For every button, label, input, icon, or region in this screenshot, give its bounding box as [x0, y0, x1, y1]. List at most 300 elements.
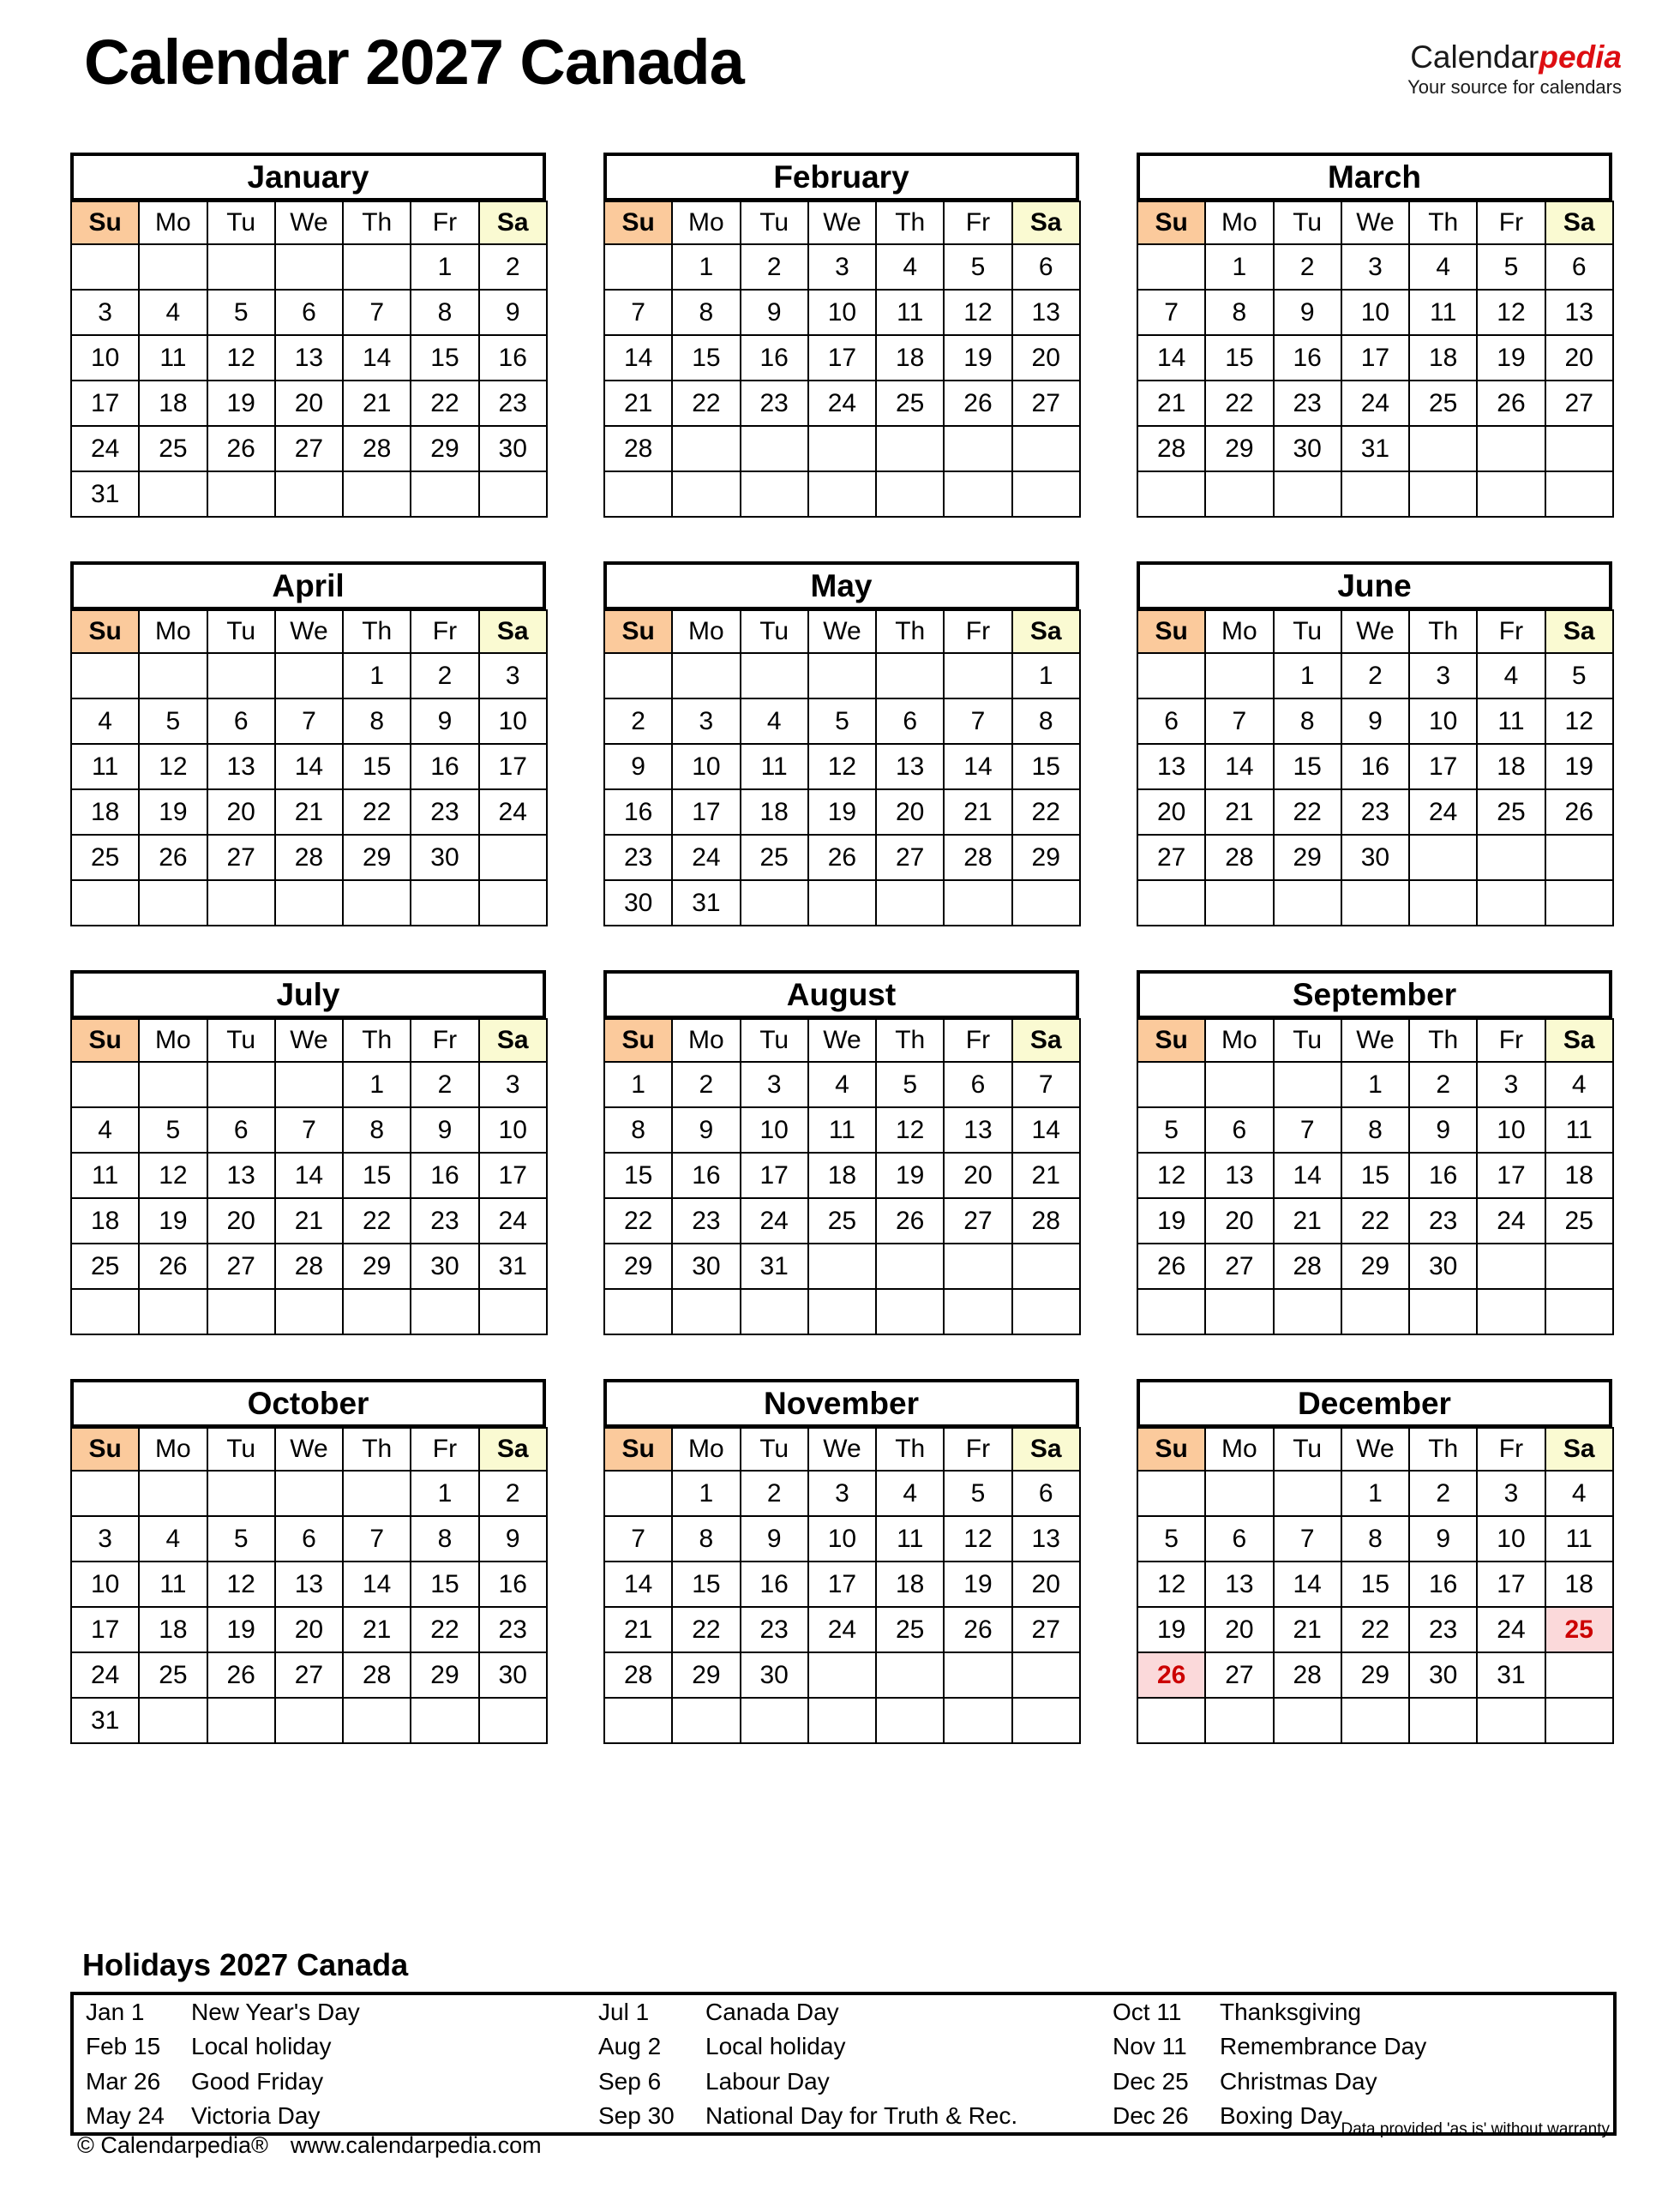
day-cell[interactable]: 7 [1137, 290, 1205, 335]
day-cell[interactable]: 11 [808, 1107, 876, 1153]
day-cell[interactable]: 20 [275, 1607, 343, 1652]
day-cell[interactable]: 25 [71, 1244, 139, 1289]
day-cell[interactable]: 12 [139, 744, 207, 789]
day-cell[interactable]: 18 [139, 381, 207, 426]
day-cell[interactable]: 4 [1545, 1062, 1613, 1107]
day-cell[interactable]: 21 [343, 1607, 411, 1652]
day-cell[interactable]: 6 [1545, 244, 1613, 290]
day-cell[interactable]: 17 [71, 381, 139, 426]
day-cell[interactable]: 2 [1409, 1062, 1477, 1107]
day-cell[interactable]: 24 [71, 426, 139, 471]
day-cell[interactable]: 13 [1205, 1153, 1273, 1198]
day-cell[interactable]: 17 [741, 1153, 808, 1198]
day-cell[interactable]: 4 [1409, 244, 1477, 290]
day-cell[interactable]: 12 [1545, 698, 1613, 744]
day-cell[interactable]: 8 [1205, 290, 1273, 335]
day-cell[interactable]: 6 [275, 1516, 343, 1562]
day-cell[interactable]: 22 [1012, 789, 1080, 835]
day-cell[interactable]: 28 [604, 426, 672, 471]
day-cell[interactable]: 11 [71, 744, 139, 789]
day-cell[interactable]: 2 [672, 1062, 740, 1107]
day-cell[interactable]: 25 [808, 1198, 876, 1244]
day-cell[interactable]: 29 [1012, 835, 1080, 880]
day-cell[interactable]: 23 [1409, 1607, 1477, 1652]
day-cell[interactable]: 6 [1137, 698, 1205, 744]
day-cell[interactable]: 9 [411, 698, 478, 744]
day-cell[interactable]: 1 [1341, 1471, 1409, 1516]
day-cell[interactable]: 7 [1274, 1107, 1341, 1153]
day-cell[interactable]: 11 [741, 744, 808, 789]
day-cell[interactable]: 29 [1341, 1244, 1409, 1289]
day-cell[interactable]: 3 [1409, 653, 1477, 698]
day-cell[interactable]: 18 [876, 1562, 944, 1607]
day-cell[interactable]: 1 [672, 1471, 740, 1516]
day-cell[interactable]: 15 [604, 1153, 672, 1198]
day-cell[interactable]: 10 [1477, 1516, 1545, 1562]
day-cell[interactable]: 29 [604, 1244, 672, 1289]
day-cell[interactable]: 17 [808, 335, 876, 381]
day-cell[interactable]: 20 [207, 789, 275, 835]
day-cell[interactable]: 31 [741, 1244, 808, 1289]
day-cell[interactable]: 30 [411, 835, 478, 880]
day-cell[interactable]: 3 [479, 1062, 547, 1107]
day-cell[interactable]: 27 [1012, 1607, 1080, 1652]
day-cell[interactable]: 5 [207, 290, 275, 335]
day-cell[interactable]: 10 [672, 744, 740, 789]
day-cell[interactable]: 14 [343, 1562, 411, 1607]
day-cell[interactable]: 18 [1409, 335, 1477, 381]
day-cell[interactable]: 27 [1545, 381, 1613, 426]
day-cell[interactable]: 6 [1012, 244, 1080, 290]
day-cell[interactable]: 17 [71, 1607, 139, 1652]
day-cell[interactable]: 28 [1205, 835, 1273, 880]
day-cell[interactable]: 3 [741, 1062, 808, 1107]
day-cell[interactable]: 4 [741, 698, 808, 744]
day-cell[interactable]: 5 [139, 1107, 207, 1153]
day-cell[interactable]: 16 [1409, 1153, 1477, 1198]
day-cell[interactable]: 2 [479, 1471, 547, 1516]
day-cell[interactable]: 14 [1012, 1107, 1080, 1153]
day-cell[interactable]: 13 [1205, 1562, 1273, 1607]
day-cell[interactable]: 14 [1137, 335, 1205, 381]
day-cell[interactable]: 16 [411, 744, 478, 789]
day-cell[interactable]: 20 [275, 381, 343, 426]
day-cell[interactable]: 25 [1545, 1198, 1613, 1244]
day-cell[interactable]: 23 [1409, 1198, 1477, 1244]
day-cell[interactable]: 2 [479, 244, 547, 290]
day-cell[interactable]: 17 [1341, 335, 1409, 381]
day-cell[interactable]: 17 [479, 1153, 547, 1198]
day-cell[interactable]: 17 [1477, 1153, 1545, 1198]
day-cell[interactable]: 7 [604, 1516, 672, 1562]
day-cell[interactable]: 23 [604, 835, 672, 880]
day-cell[interactable]: 29 [1341, 1652, 1409, 1698]
day-cell[interactable]: 9 [1274, 290, 1341, 335]
day-cell[interactable]: 15 [343, 744, 411, 789]
day-cell[interactable]: 10 [1409, 698, 1477, 744]
day-cell[interactable]: 1 [604, 1062, 672, 1107]
day-cell[interactable]: 9 [479, 290, 547, 335]
day-cell[interactable]: 17 [672, 789, 740, 835]
day-cell[interactable]: 23 [411, 789, 478, 835]
day-cell[interactable]: 14 [944, 744, 1011, 789]
day-cell[interactable]: 24 [1409, 789, 1477, 835]
day-cell[interactable]: 8 [411, 290, 478, 335]
day-cell[interactable]: 6 [1205, 1107, 1273, 1153]
day-cell[interactable]: 4 [139, 290, 207, 335]
day-cell[interactable]: 16 [1409, 1562, 1477, 1607]
day-cell[interactable]: 7 [275, 698, 343, 744]
day-cell[interactable]: 25 [876, 1607, 944, 1652]
day-cell[interactable]: 3 [672, 698, 740, 744]
day-cell[interactable]: 23 [741, 381, 808, 426]
day-cell[interactable]: 6 [944, 1062, 1011, 1107]
day-cell[interactable]: 10 [71, 335, 139, 381]
day-cell[interactable]: 21 [604, 1607, 672, 1652]
day-cell[interactable]: 13 [1137, 744, 1205, 789]
day-cell[interactable]: 15 [1012, 744, 1080, 789]
day-cell[interactable]: 25 [1477, 789, 1545, 835]
day-cell[interactable]: 4 [71, 698, 139, 744]
day-cell[interactable]: 27 [1012, 381, 1080, 426]
day-cell[interactable]: 1 [411, 1471, 478, 1516]
day-cell[interactable]: 28 [275, 835, 343, 880]
day-cell[interactable]: 6 [1205, 1516, 1273, 1562]
day-cell[interactable]: 9 [672, 1107, 740, 1153]
day-cell[interactable]: 6 [1012, 1471, 1080, 1516]
day-cell[interactable]: 8 [1341, 1107, 1409, 1153]
day-cell[interactable]: 16 [741, 335, 808, 381]
day-cell[interactable]: 12 [1137, 1153, 1205, 1198]
day-cell[interactable]: 19 [808, 789, 876, 835]
day-cell[interactable]: 9 [479, 1516, 547, 1562]
day-cell[interactable]: 11 [876, 290, 944, 335]
day-cell[interactable]: 28 [275, 1244, 343, 1289]
day-cell[interactable]: 24 [741, 1198, 808, 1244]
day-cell[interactable]: 4 [71, 1107, 139, 1153]
day-cell[interactable]: 18 [71, 789, 139, 835]
day-cell[interactable]: 27 [876, 835, 944, 880]
day-cell[interactable]: 11 [1545, 1107, 1613, 1153]
day-cell[interactable]: 3 [479, 653, 547, 698]
day-cell[interactable]: 13 [1012, 290, 1080, 335]
day-cell[interactable]: 20 [1205, 1198, 1273, 1244]
day-cell[interactable]: 31 [71, 1698, 139, 1743]
day-cell[interactable]: 29 [411, 1652, 478, 1698]
day-cell[interactable]: 27 [1205, 1652, 1273, 1698]
day-cell[interactable]: 10 [808, 290, 876, 335]
day-cell[interactable]: 25 [1545, 1607, 1613, 1652]
day-cell[interactable]: 24 [808, 1607, 876, 1652]
day-cell[interactable]: 4 [808, 1062, 876, 1107]
day-cell[interactable]: 19 [1545, 744, 1613, 789]
day-cell[interactable]: 26 [139, 1244, 207, 1289]
day-cell[interactable]: 26 [1545, 789, 1613, 835]
day-cell[interactable]: 9 [604, 744, 672, 789]
day-cell[interactable]: 29 [1274, 835, 1341, 880]
day-cell[interactable]: 1 [343, 653, 411, 698]
day-cell[interactable]: 20 [944, 1153, 1011, 1198]
day-cell[interactable]: 1 [672, 244, 740, 290]
day-cell[interactable]: 31 [71, 471, 139, 517]
day-cell[interactable]: 2 [411, 653, 478, 698]
day-cell[interactable]: 17 [479, 744, 547, 789]
day-cell[interactable]: 27 [275, 1652, 343, 1698]
day-cell[interactable]: 30 [479, 426, 547, 471]
day-cell[interactable]: 14 [275, 1153, 343, 1198]
day-cell[interactable]: 30 [741, 1652, 808, 1698]
day-cell[interactable]: 27 [207, 1244, 275, 1289]
day-cell[interactable]: 13 [1545, 290, 1613, 335]
day-cell[interactable]: 22 [411, 1607, 478, 1652]
day-cell[interactable]: 4 [1545, 1471, 1613, 1516]
day-cell[interactable]: 29 [672, 1652, 740, 1698]
day-cell[interactable]: 28 [604, 1652, 672, 1698]
day-cell[interactable]: 5 [876, 1062, 944, 1107]
day-cell[interactable]: 18 [71, 1198, 139, 1244]
day-cell[interactable]: 2 [604, 698, 672, 744]
day-cell[interactable]: 24 [479, 789, 547, 835]
day-cell[interactable]: 28 [944, 835, 1011, 880]
day-cell[interactable]: 13 [275, 335, 343, 381]
day-cell[interactable]: 5 [944, 1471, 1011, 1516]
day-cell[interactable]: 3 [808, 244, 876, 290]
day-cell[interactable]: 9 [741, 290, 808, 335]
day-cell[interactable]: 16 [741, 1562, 808, 1607]
day-cell[interactable]: 19 [139, 789, 207, 835]
day-cell[interactable]: 5 [808, 698, 876, 744]
day-cell[interactable]: 13 [876, 744, 944, 789]
day-cell[interactable]: 15 [1341, 1562, 1409, 1607]
day-cell[interactable]: 2 [411, 1062, 478, 1107]
day-cell[interactable]: 11 [1477, 698, 1545, 744]
day-cell[interactable]: 22 [672, 381, 740, 426]
day-cell[interactable]: 24 [479, 1198, 547, 1244]
day-cell[interactable]: 14 [1205, 744, 1273, 789]
day-cell[interactable]: 9 [1409, 1107, 1477, 1153]
day-cell[interactable]: 8 [343, 698, 411, 744]
day-cell[interactable]: 19 [207, 1607, 275, 1652]
day-cell[interactable]: 19 [1137, 1607, 1205, 1652]
day-cell[interactable]: 10 [1341, 290, 1409, 335]
day-cell[interactable]: 4 [876, 244, 944, 290]
day-cell[interactable]: 26 [207, 426, 275, 471]
day-cell[interactable]: 24 [71, 1652, 139, 1698]
day-cell[interactable]: 21 [944, 789, 1011, 835]
day-cell[interactable]: 12 [207, 335, 275, 381]
day-cell[interactable]: 13 [275, 1562, 343, 1607]
day-cell[interactable]: 2 [1341, 653, 1409, 698]
day-cell[interactable]: 6 [876, 698, 944, 744]
day-cell[interactable]: 2 [1409, 1471, 1477, 1516]
day-cell[interactable]: 11 [1409, 290, 1477, 335]
day-cell[interactable]: 19 [944, 1562, 1011, 1607]
day-cell[interactable]: 8 [1274, 698, 1341, 744]
day-cell[interactable]: 27 [1137, 835, 1205, 880]
day-cell[interactable]: 22 [343, 789, 411, 835]
day-cell[interactable]: 7 [1274, 1516, 1341, 1562]
day-cell[interactable]: 14 [1274, 1153, 1341, 1198]
day-cell[interactable]: 14 [275, 744, 343, 789]
day-cell[interactable]: 5 [1137, 1516, 1205, 1562]
day-cell[interactable]: 4 [139, 1516, 207, 1562]
day-cell[interactable]: 4 [1477, 653, 1545, 698]
day-cell[interactable]: 8 [411, 1516, 478, 1562]
day-cell[interactable]: 12 [139, 1153, 207, 1198]
day-cell[interactable]: 25 [1409, 381, 1477, 426]
day-cell[interactable]: 12 [944, 1516, 1011, 1562]
day-cell[interactable]: 14 [343, 335, 411, 381]
day-cell[interactable]: 21 [343, 381, 411, 426]
day-cell[interactable]: 28 [1274, 1652, 1341, 1698]
day-cell[interactable]: 15 [672, 335, 740, 381]
day-cell[interactable]: 20 [876, 789, 944, 835]
day-cell[interactable]: 1 [1205, 244, 1273, 290]
day-cell[interactable]: 24 [808, 381, 876, 426]
day-cell[interactable]: 8 [343, 1107, 411, 1153]
day-cell[interactable]: 12 [876, 1107, 944, 1153]
day-cell[interactable]: 26 [1137, 1244, 1205, 1289]
day-cell[interactable]: 30 [672, 1244, 740, 1289]
day-cell[interactable]: 15 [1341, 1153, 1409, 1198]
day-cell[interactable]: 25 [139, 426, 207, 471]
day-cell[interactable]: 23 [479, 1607, 547, 1652]
day-cell[interactable]: 10 [71, 1562, 139, 1607]
day-cell[interactable]: 21 [1274, 1607, 1341, 1652]
day-cell[interactable]: 3 [1477, 1471, 1545, 1516]
day-cell[interactable]: 22 [604, 1198, 672, 1244]
day-cell[interactable]: 18 [741, 789, 808, 835]
day-cell[interactable]: 6 [275, 290, 343, 335]
day-cell[interactable]: 15 [1205, 335, 1273, 381]
day-cell[interactable]: 26 [139, 835, 207, 880]
day-cell[interactable]: 2 [741, 244, 808, 290]
day-cell[interactable]: 30 [411, 1244, 478, 1289]
day-cell[interactable]: 18 [1477, 744, 1545, 789]
day-cell[interactable]: 31 [672, 880, 740, 926]
day-cell[interactable]: 30 [1409, 1652, 1477, 1698]
day-cell[interactable]: 10 [479, 698, 547, 744]
day-cell[interactable]: 14 [1274, 1562, 1341, 1607]
day-cell[interactable]: 16 [479, 335, 547, 381]
day-cell[interactable]: 15 [1274, 744, 1341, 789]
day-cell[interactable]: 29 [1205, 426, 1273, 471]
day-cell[interactable]: 26 [808, 835, 876, 880]
day-cell[interactable]: 16 [1274, 335, 1341, 381]
day-cell[interactable]: 8 [604, 1107, 672, 1153]
day-cell[interactable]: 10 [741, 1107, 808, 1153]
day-cell[interactable]: 6 [207, 1107, 275, 1153]
day-cell[interactable]: 31 [1477, 1652, 1545, 1698]
day-cell[interactable]: 28 [1274, 1244, 1341, 1289]
day-cell[interactable]: 10 [479, 1107, 547, 1153]
day-cell[interactable]: 26 [1137, 1652, 1205, 1698]
day-cell[interactable]: 27 [944, 1198, 1011, 1244]
day-cell[interactable]: 29 [343, 835, 411, 880]
day-cell[interactable]: 26 [207, 1652, 275, 1698]
day-cell[interactable]: 25 [876, 381, 944, 426]
day-cell[interactable]: 29 [343, 1244, 411, 1289]
day-cell[interactable]: 21 [1137, 381, 1205, 426]
day-cell[interactable]: 22 [1205, 381, 1273, 426]
day-cell[interactable]: 14 [604, 1562, 672, 1607]
day-cell[interactable]: 17 [1477, 1562, 1545, 1607]
day-cell[interactable]: 21 [1012, 1153, 1080, 1198]
day-cell[interactable]: 16 [1341, 744, 1409, 789]
website-url[interactable]: www.calendarpedia.com [290, 2132, 542, 2158]
day-cell[interactable]: 7 [343, 290, 411, 335]
day-cell[interactable]: 12 [207, 1562, 275, 1607]
day-cell[interactable]: 13 [1012, 1516, 1080, 1562]
day-cell[interactable]: 15 [411, 335, 478, 381]
day-cell[interactable]: 18 [808, 1153, 876, 1198]
day-cell[interactable]: 12 [1137, 1562, 1205, 1607]
day-cell[interactable]: 12 [944, 290, 1011, 335]
day-cell[interactable]: 20 [1545, 335, 1613, 381]
day-cell[interactable]: 27 [207, 835, 275, 880]
day-cell[interactable]: 30 [1341, 835, 1409, 880]
day-cell[interactable]: 31 [479, 1244, 547, 1289]
day-cell[interactable]: 1 [411, 244, 478, 290]
day-cell[interactable]: 22 [411, 381, 478, 426]
day-cell[interactable]: 1 [1274, 653, 1341, 698]
day-cell[interactable]: 30 [1409, 1244, 1477, 1289]
day-cell[interactable]: 16 [604, 789, 672, 835]
day-cell[interactable]: 30 [1274, 426, 1341, 471]
day-cell[interactable]: 26 [944, 1607, 1011, 1652]
day-cell[interactable]: 14 [604, 335, 672, 381]
day-cell[interactable]: 22 [1274, 789, 1341, 835]
day-cell[interactable]: 22 [1341, 1607, 1409, 1652]
day-cell[interactable]: 21 [604, 381, 672, 426]
day-cell[interactable]: 25 [741, 835, 808, 880]
day-cell[interactable]: 8 [1012, 698, 1080, 744]
day-cell[interactable]: 16 [479, 1562, 547, 1607]
day-cell[interactable]: 11 [876, 1516, 944, 1562]
day-cell[interactable]: 31 [1341, 426, 1409, 471]
day-cell[interactable]: 13 [207, 744, 275, 789]
day-cell[interactable]: 2 [741, 1471, 808, 1516]
day-cell[interactable]: 16 [411, 1153, 478, 1198]
day-cell[interactable]: 18 [876, 335, 944, 381]
day-cell[interactable]: 13 [207, 1153, 275, 1198]
day-cell[interactable]: 5 [1477, 244, 1545, 290]
day-cell[interactable]: 20 [1012, 1562, 1080, 1607]
day-cell[interactable]: 25 [139, 1652, 207, 1698]
day-cell[interactable]: 1 [1341, 1062, 1409, 1107]
day-cell[interactable]: 3 [1477, 1062, 1545, 1107]
day-cell[interactable]: 5 [1545, 653, 1613, 698]
day-cell[interactable]: 8 [672, 290, 740, 335]
day-cell[interactable]: 15 [343, 1153, 411, 1198]
day-cell[interactable]: 18 [1545, 1153, 1613, 1198]
day-cell[interactable]: 5 [944, 244, 1011, 290]
day-cell[interactable]: 19 [207, 381, 275, 426]
day-cell[interactable]: 8 [672, 1516, 740, 1562]
day-cell[interactable]: 21 [275, 789, 343, 835]
day-cell[interactable]: 12 [808, 744, 876, 789]
day-cell[interactable]: 4 [876, 1471, 944, 1516]
day-cell[interactable]: 11 [71, 1153, 139, 1198]
day-cell[interactable]: 27 [275, 426, 343, 471]
day-cell[interactable]: 26 [1477, 381, 1545, 426]
day-cell[interactable]: 13 [944, 1107, 1011, 1153]
day-cell[interactable]: 28 [1012, 1198, 1080, 1244]
day-cell[interactable]: 23 [1341, 789, 1409, 835]
day-cell[interactable]: 3 [71, 1516, 139, 1562]
day-cell[interactable]: 20 [1137, 789, 1205, 835]
day-cell[interactable]: 9 [741, 1516, 808, 1562]
